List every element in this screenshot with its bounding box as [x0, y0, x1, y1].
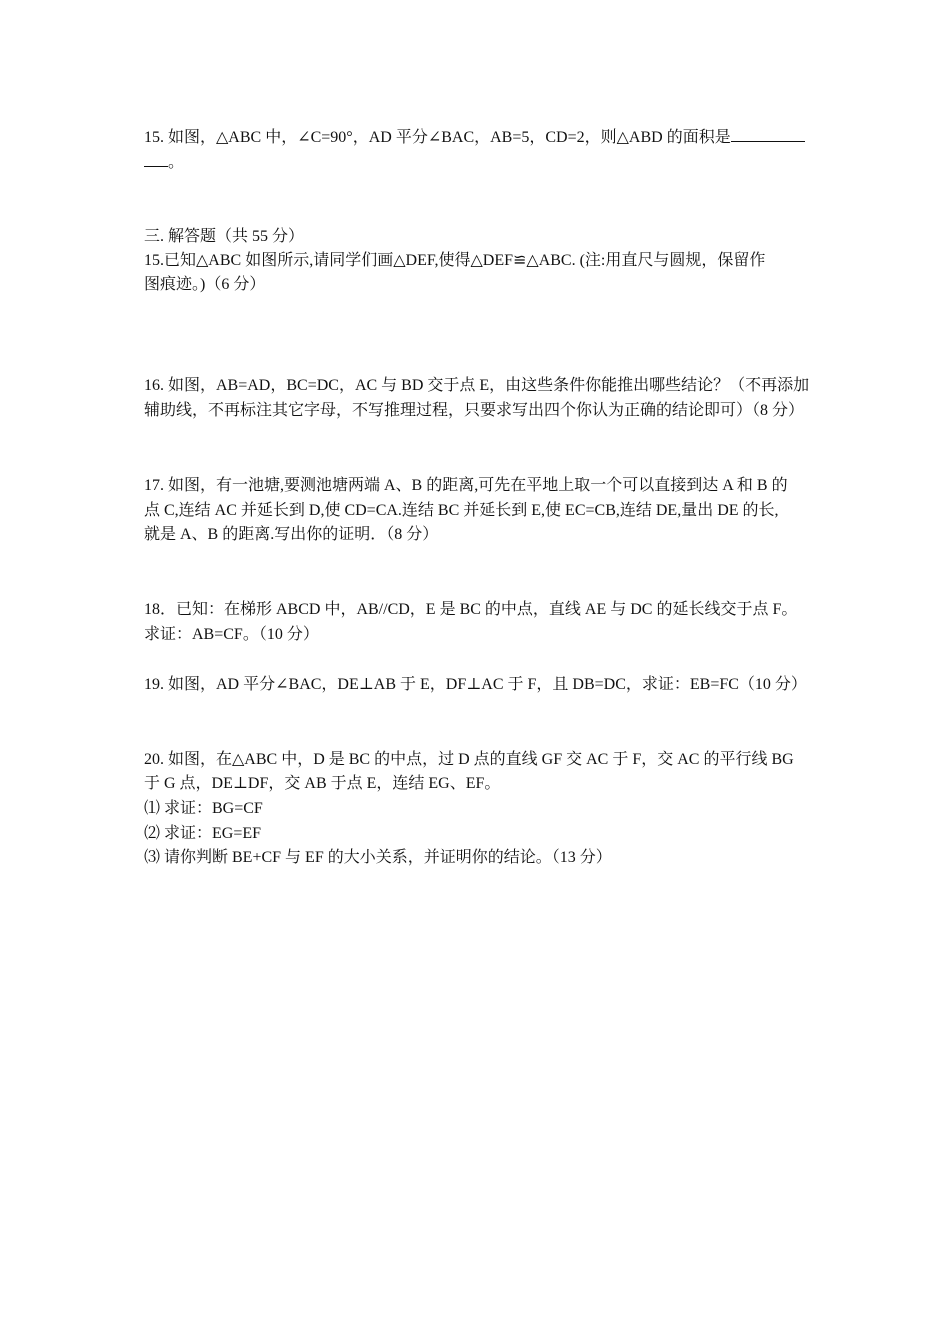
q17-line3: 就是 A、B 的距离.写出你的证明．（8 分） [144, 526, 439, 543]
section-heading: 三. 解答题（共 55 分） [144, 228, 305, 245]
q15-answer-blank [731, 125, 805, 142]
q18-line1: 18．已知：在梯形 ABCD 中，AB//CD，E 是 BC 的中点，直线 AE 与 DC 的延长线交于点 F。 [144, 601, 798, 618]
q19-line1: 19. 如图，AD 平分∠BAC，DE⊥AB 于 E，DF⊥AC 于 F，且 DB=DC，求证：EB=FC（10 分） [144, 676, 807, 693]
q20-line1: 20. 如图，在△ABC 中，D 是 BC 的中点，过 D 点的直线 GF 交 AC 于 F，交 AC 的平行线 BG [144, 751, 794, 768]
q20-part3: ⑶ 请你判断 BE+CF 与 EF 的大小关系，并证明你的结论。（13 分） [144, 849, 612, 866]
q17-line2: 点 C,连结 AC 并延长到 D,使 CD=CA.连结 BC 并延长到 E,使 EC=CB,连结 DE,量出 DE 的长, [144, 502, 779, 519]
q16-line1: 16. 如图，AB=AD，BC=DC，AC 与 BD 交于点 E，由这些条件你能推出哪些结论？（不再添加 [144, 377, 810, 394]
q15-fill-line1 [144, 125, 808, 150]
q15-line2: 图痕迹。)（6 分） [144, 276, 266, 293]
q15-answer-blank-cont [144, 150, 168, 167]
q15-line1: 15.已知△ABC 如图所示,请同学们画△DEF,使得△DEF≌△ABC. (注:用直尺与圆规，保留作 [144, 252, 766, 269]
q15-fill-line2 [144, 150, 808, 175]
q15-fill-end: 。 [168, 154, 185, 171]
q20-part2: ⑵ 求证：EG=EF [144, 825, 262, 842]
q16-line2: 辅助线，不再标注其它字母，不写推理过程，只要求写出四个你认为正确的结论即可）（8 分） [144, 402, 805, 419]
q20-part1: ⑴ 求证：BG=CF [144, 800, 263, 817]
q20-line2: 于 G 点，DE⊥DF，交 AB 于点 E，连结 EG、EF。 [144, 775, 501, 792]
q17-line1: 17. 如图，有一池塘,要测池塘两端 A、B 的距离,可先在平地上取一个可以直接到达 A 和 B 的 [144, 477, 788, 494]
q15-fill-text: 15. 如图，△ABC 中，∠C=90°，AD 平分∠BAC，AB=5，CD=2，则△ABD 的面积是 [144, 129, 731, 146]
q18-line2: 求证：AB=CF。（10 分） [144, 626, 319, 643]
